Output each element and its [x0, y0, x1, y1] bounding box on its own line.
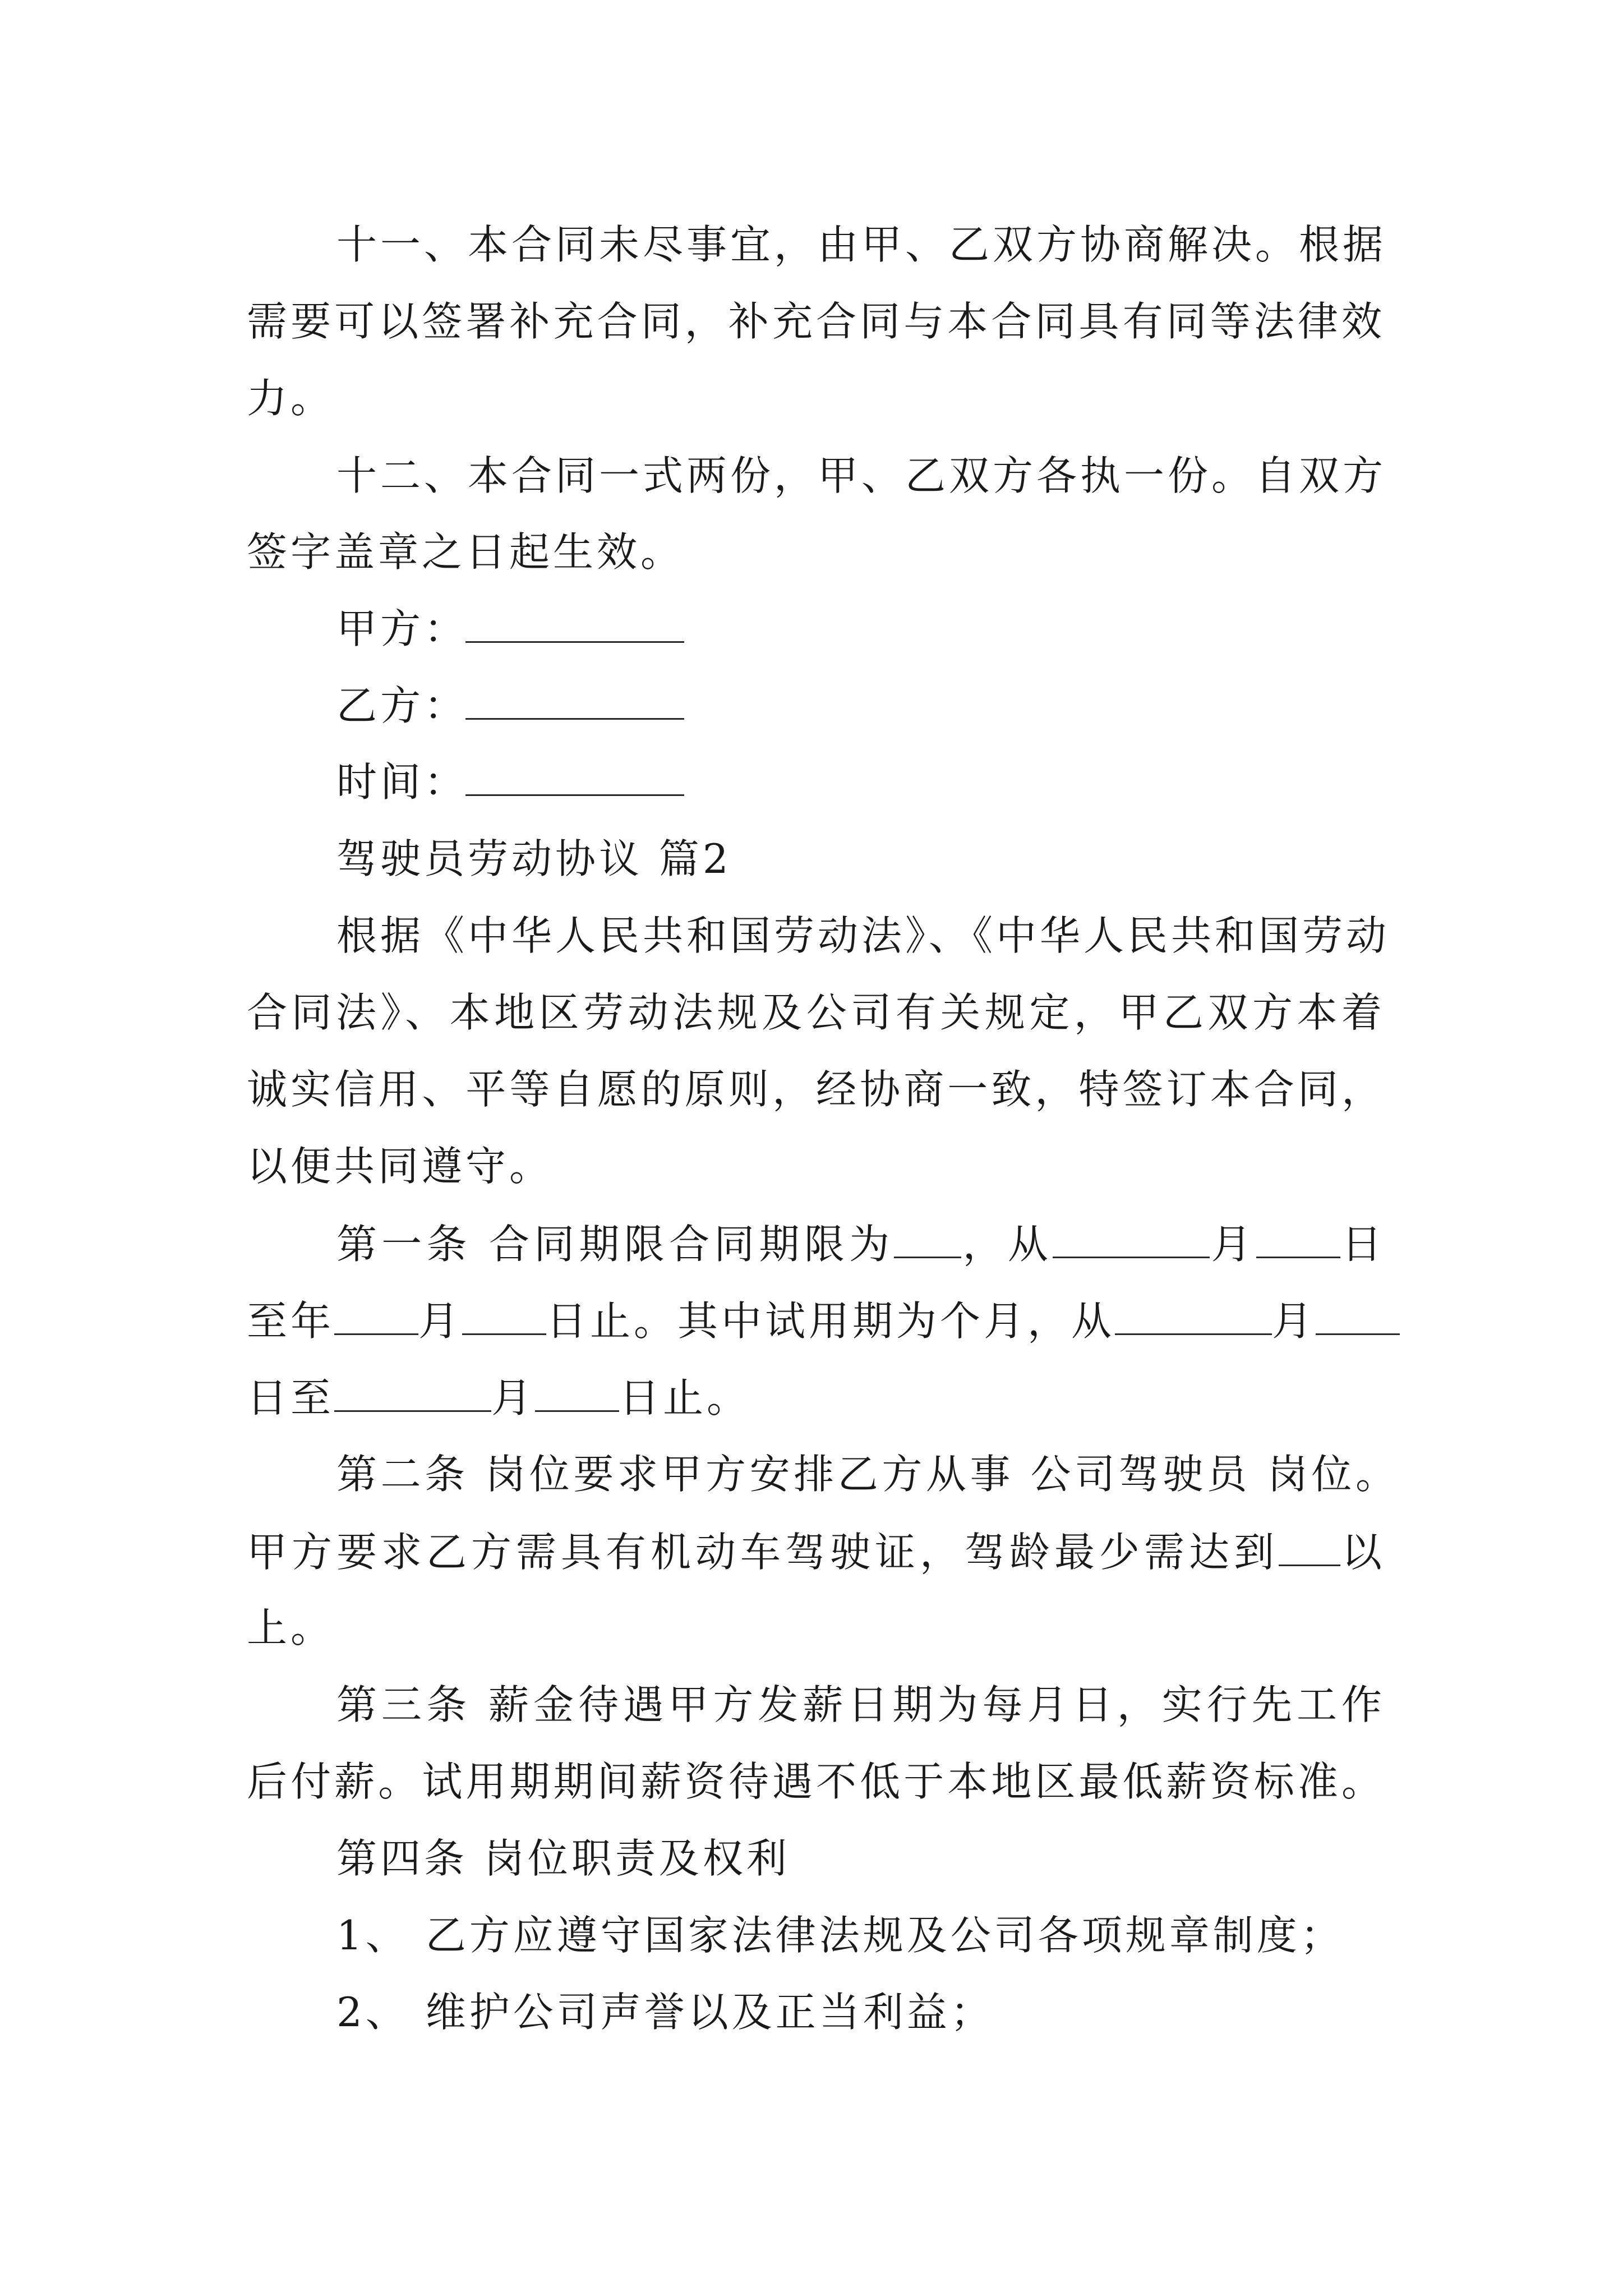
article3-line2: 后付薪。试用期期间薪资待遇不低于本地区最低薪资标准。 [247, 1758, 1385, 1805]
article4-item1: 1、 乙方应遵守国家法律法规及公司各项规章制度； [336, 1912, 1344, 1959]
date-signature-line [465, 794, 684, 796]
section2-title: 驾驶员劳动协议 篇2 [336, 835, 732, 882]
probation-start-blank [1115, 1300, 1272, 1335]
start-month-blank [1256, 1223, 1340, 1258]
article4-item2: 2、 维护公司声誉以及正当利益； [336, 1989, 994, 2036]
article1-text-i: 日至 [247, 1374, 335, 1421]
article1-line2 [247, 1297, 1385, 1345]
date-label: 时间： [336, 758, 468, 806]
article1-text-k: 日止。 [619, 1374, 751, 1421]
clause12-line1: 十二、本合同一式两份，甲、乙双方各执一份。自双方 [336, 452, 1387, 499]
end-month-blank [334, 1300, 418, 1335]
clause11-line2: 需要可以签署补充合同，补充合同与本合同具有同等法律效 [247, 298, 1385, 345]
preamble-line4: 以便共同遵守。 [247, 1143, 554, 1190]
preamble-line1: 根据《中华人民共和国劳动法》、《中华人民共和国劳动 [336, 912, 1390, 959]
article3-line1: 第三条 薪金待遇甲方发薪日期为每月日，实行先工作 [336, 1681, 1385, 1728]
party-a-signature-line [465, 641, 684, 643]
article1-text-f: 月 [418, 1297, 463, 1345]
article2-line1: 第二条 岗位要求甲方安排乙方从事 公司驾驶员 岗位。 [336, 1451, 1399, 1498]
party-b-signature-line [465, 718, 684, 720]
preamble-line3: 诚实信用、平等自愿的原则，经协商一致，特签订本合同， [247, 1066, 1385, 1113]
party-b-label: 乙方： [336, 682, 468, 729]
article2-text-a: 甲方要求乙方需具有机动车驾驶证，驾龄最少需达到 [247, 1529, 1279, 1576]
start-year-blank [1053, 1223, 1210, 1258]
probation-end-day-blank [535, 1377, 619, 1412]
article1-text-b: ，从 [961, 1221, 1053, 1268]
term-blank [894, 1223, 961, 1258]
article1-text-e: 至年 [247, 1297, 335, 1345]
preamble-line2: 合同法》、本地区劳动法规及公司有关规定，甲乙双方本着 [247, 989, 1385, 1036]
clause11-line3: 力。 [247, 375, 335, 422]
article2-line2 [247, 1529, 1385, 1576]
article1-text-a: 第一条 合同期限合同期限为 [336, 1221, 895, 1268]
article1-text-d: 日 [1340, 1221, 1385, 1268]
article2-text-b: 以 [1340, 1529, 1385, 1576]
article1-text-c: 月 [1210, 1221, 1256, 1268]
article1-text-g: 日止。其中试用期为个月，从 [546, 1297, 1115, 1345]
article1-text-h: 月 [1272, 1297, 1316, 1345]
party-a-label: 甲方： [336, 605, 468, 652]
clause12-line2: 签字盖章之日起生效。 [247, 528, 685, 576]
probation-end-blank [334, 1377, 491, 1412]
clause11-line1: 十一、本合同未尽事宜，由甲、乙双方协商解决。根据 [336, 221, 1387, 268]
article2-line3: 上。 [247, 1604, 335, 1651]
article1-text-j: 月 [491, 1374, 536, 1421]
article4-title: 第四条 岗位职责及权利 [336, 1835, 790, 1882]
article1-line3 [247, 1374, 1385, 1421]
end-day-blank [462, 1300, 546, 1335]
driving-years-blank [1279, 1531, 1340, 1566]
article1-line1 [336, 1221, 1385, 1268]
probation-month-blank [1316, 1300, 1400, 1335]
